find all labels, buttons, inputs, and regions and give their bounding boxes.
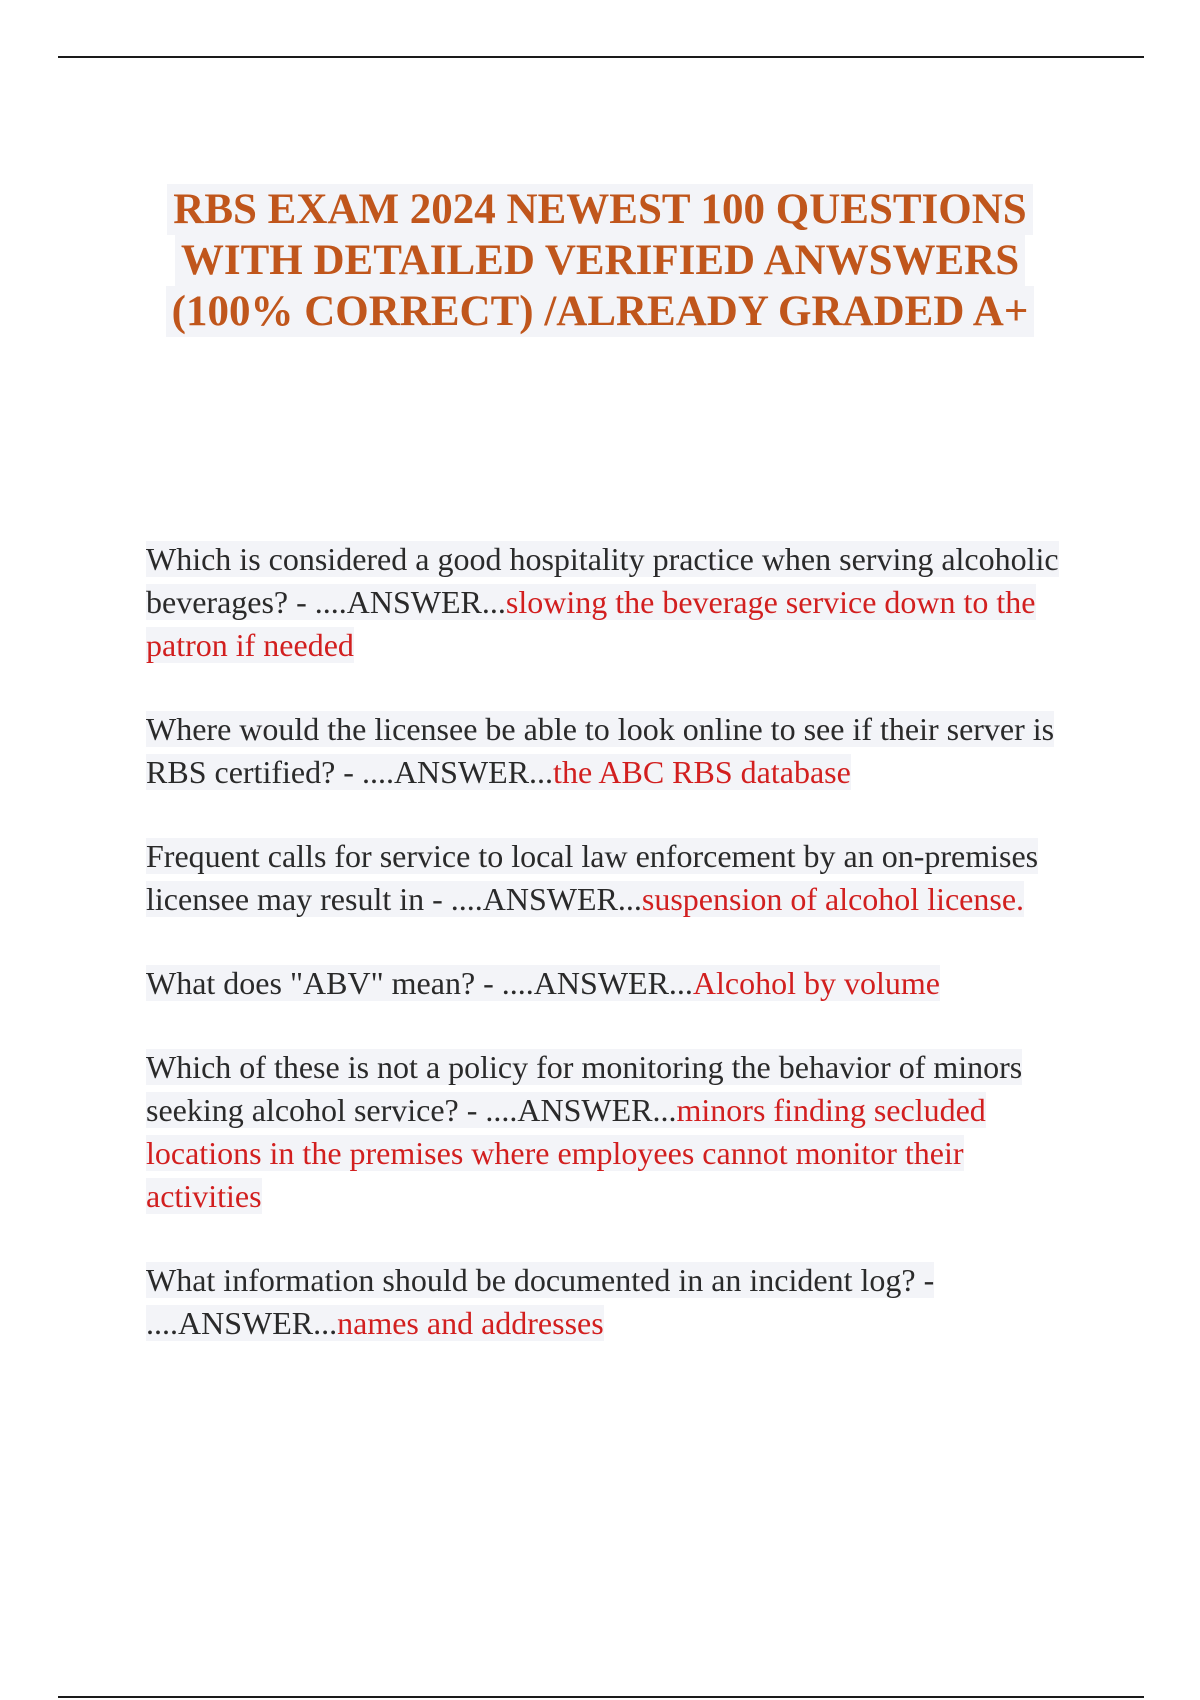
qa-item — [146, 835, 1076, 921]
question-text: Which is considered a good hospitality practice when serving alcoholic beverages? — [146, 541, 1059, 620]
answer-separator: - ....ANSWER... — [288, 584, 506, 620]
question-text: Where would the licensee be able to look online to see if their server is RBS certified? — [146, 711, 1055, 790]
question-text: Frequent calls for service to local law enforcement by an on-premises licensee may result in — [146, 838, 1039, 917]
qa-item — [146, 708, 1076, 794]
qa-item — [146, 538, 1076, 667]
qa-item — [146, 1046, 1076, 1218]
qa-item — [146, 1259, 1076, 1345]
title-line: RBS EXAM 2024 NEWEST 100 QUESTIONS — [167, 184, 1032, 235]
answer-separator: - ....ANSWER... — [458, 1092, 677, 1128]
answer-text: slowing the beverage service down to the patron if needed — [146, 584, 1036, 663]
question-text: What information should be documented in an incident log? — [146, 1262, 916, 1298]
qa-list — [146, 538, 1076, 1386]
answer-separator: - ....ANSWER... — [335, 754, 554, 790]
answer-text: minors finding secluded locations in the premises where employees cannot monitor their activities — [146, 1092, 986, 1214]
answer-separator: - ....ANSWER... — [424, 881, 642, 917]
answer-text: names and addresses — [337, 1305, 604, 1341]
qa-item — [146, 962, 1076, 1005]
answer-separator: - ....ANSWER... — [475, 965, 693, 1001]
answer-text: Alcohol by volume — [692, 965, 940, 1001]
question-text: Which of these is not a policy for monitoring the behavior of minors seeking alcohol service? — [146, 1049, 1023, 1128]
document-title — [100, 184, 1100, 337]
question-text: What does "ABV" mean? — [146, 965, 476, 1001]
title-line: WITH DETAILED VERIFIED ANWSWERS — [175, 235, 1025, 286]
answer-text: the ABC RBS database — [553, 754, 851, 790]
answer-separator: - ....ANSWER... — [146, 1262, 935, 1341]
title-line: (100% CORRECT) /ALREADY GRADED A+ — [166, 286, 1035, 337]
top-rule — [58, 56, 1144, 58]
bottom-rule — [58, 1696, 1144, 1698]
answer-text: suspension of alcohol license. — [641, 881, 1025, 917]
